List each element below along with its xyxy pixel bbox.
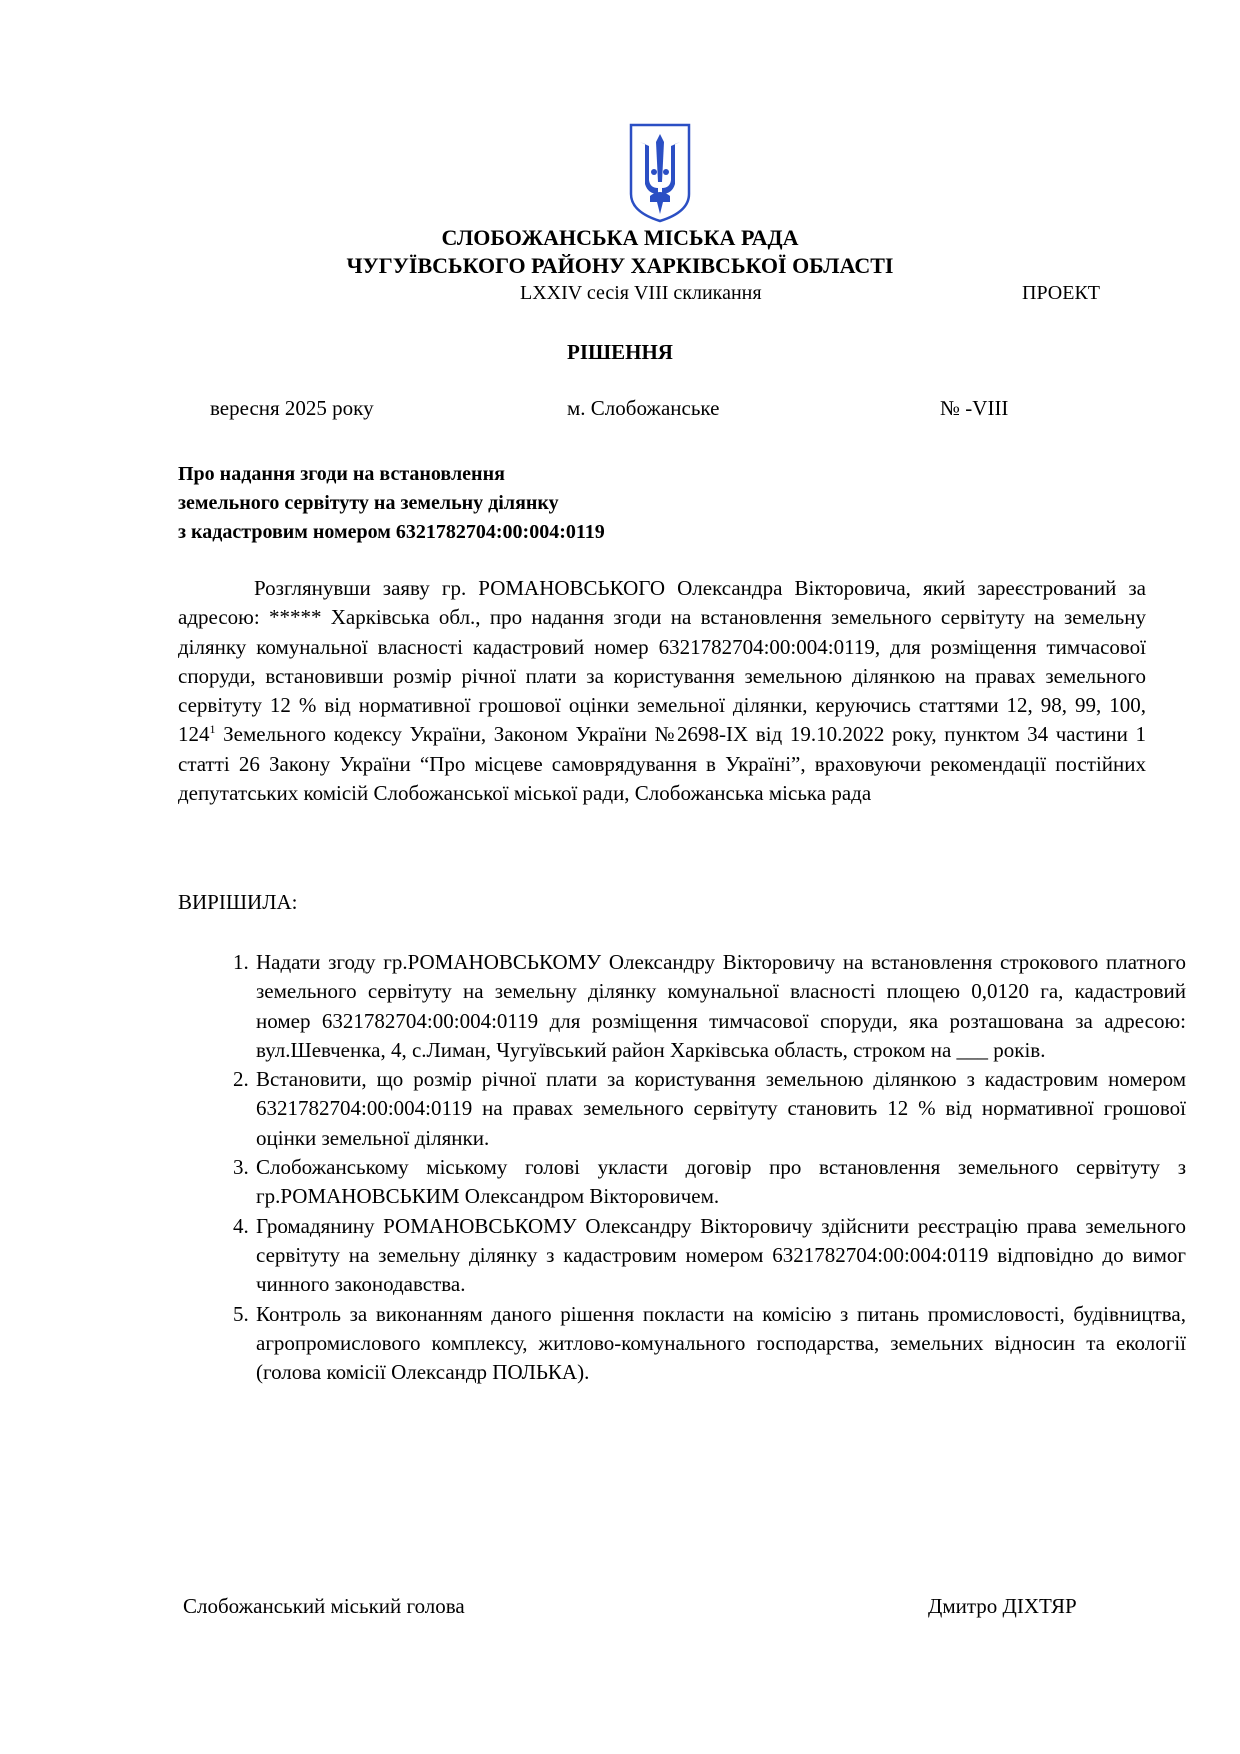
decision-number: № -VIII <box>940 396 1009 420</box>
decision-subject <box>178 460 605 547</box>
district-name: ЧУГУЇВСЬКОГО РАЙОНУ ХАРКІВСЬКОЇ ОБЛАСТІ <box>346 253 894 278</box>
subject-line: Про надання згоди на встановлення <box>178 463 505 485</box>
decision-place: м. Слобожанське <box>567 396 720 420</box>
preamble-text-2: Земельного кодексу України, Законом України №2698-ІХ від 19.10.2022 року, пунктом 34 частини 1 статті 26 Закону України “Про місцеве самоврядування в Україні”, враховуючи рекомендації постійних депутатських комісій Слобожанської міської ради, Слобожанська міська рада <box>178 722 1146 806</box>
session-label: LXXIV сесія VIII скликання <box>520 282 762 304</box>
decision-item: 4. Громадянину РОМАНОВСЬКОМУ Олександру Вікторовичу здійснити реєстрацію права земельного сервітуту на земельну ділянку з кадастровим номером 6321782704:00:004:0119 відповідно до вимог чинного законодавства. <box>254 1212 1186 1300</box>
council-name: СЛОБОЖАНСЬКА МІСЬКА РАДА <box>441 225 799 250</box>
signatory-position: Слобожанський міський голова <box>183 1594 465 1618</box>
decision-item: 5. Контроль за виконанням даного рішення покласти на комісію з питань промисловості, будівництва, агропромислового комплексу, житлово-комунального господарства, земельних відносин та екології (голова комісії Олександр ПОЛЬКА). <box>254 1300 1186 1388</box>
article-superscript: 1 <box>209 722 216 737</box>
decisions-list <box>214 948 1186 1387</box>
decided-label: ВИРІШИЛА: <box>178 890 298 914</box>
decision-item: 2. Встановити, що розмір річної плати за користування земельною ділянкою з кадастровим номером 6321782704:00:004:0119 на правах земельного сервітуту становить 12 % від нормативної грошової оцінки земельної ділянки. <box>254 1065 1186 1153</box>
coat-of-arms-icon <box>628 122 692 224</box>
preamble-paragraph <box>178 574 1146 808</box>
subject-line: з кадастровим номером 6321782704:00:004:0119 <box>178 521 605 543</box>
signatory-name: Дмитро ДІХТЯР <box>928 1594 1077 1618</box>
subject-line: земельного сервітуту на земельну ділянку <box>178 492 559 514</box>
preamble-text-1: Розглянувши заяву гр. РОМАНОВСЬКОГО Олександра Вікторовича, який зареєстрований за адресою: ***** Харківська обл., про надання згоди на встановлення земельного сервітуту на земельну ділянку комунальної власності кадастровий номер 6321782704:00:004:0119, для розміщення тимчасової споруди, встановивши розмір річної плати за користування земельною ділянкою на правах земельного сервітуту 12 % від нормативної грошової оцінки земельної ділянки, керуючись статтями 12, 98, 99, 100, 124 <box>178 576 1146 747</box>
project-label: ПРОЕКТ <box>1022 282 1101 304</box>
document-title: РІШЕННЯ <box>567 340 673 364</box>
decision-item: 1. Надати згоду гр.РОМАНОВСЬКОМУ Олександру Вікторовичу на встановлення строкового платного земельного сервітуту на земельну ділянку комунальної власності площею 0,0120 га, кадастровий номер 6321782704:00:004:0119 для розміщення тимчасової споруди, яка розташована за адресою: вул.Шевченка, 4, с.Лиман, Чугуївський район Харківська область, строком на ___ років. <box>254 948 1186 1065</box>
decision-item: 3. Слобожанському міському голові укласти договір про встановлення земельного сервітуту з гр.РОМАНОВСЬКИМ Олександром Вікторовичем. <box>254 1153 1186 1212</box>
decision-date: вересня 2025 року <box>210 396 374 420</box>
